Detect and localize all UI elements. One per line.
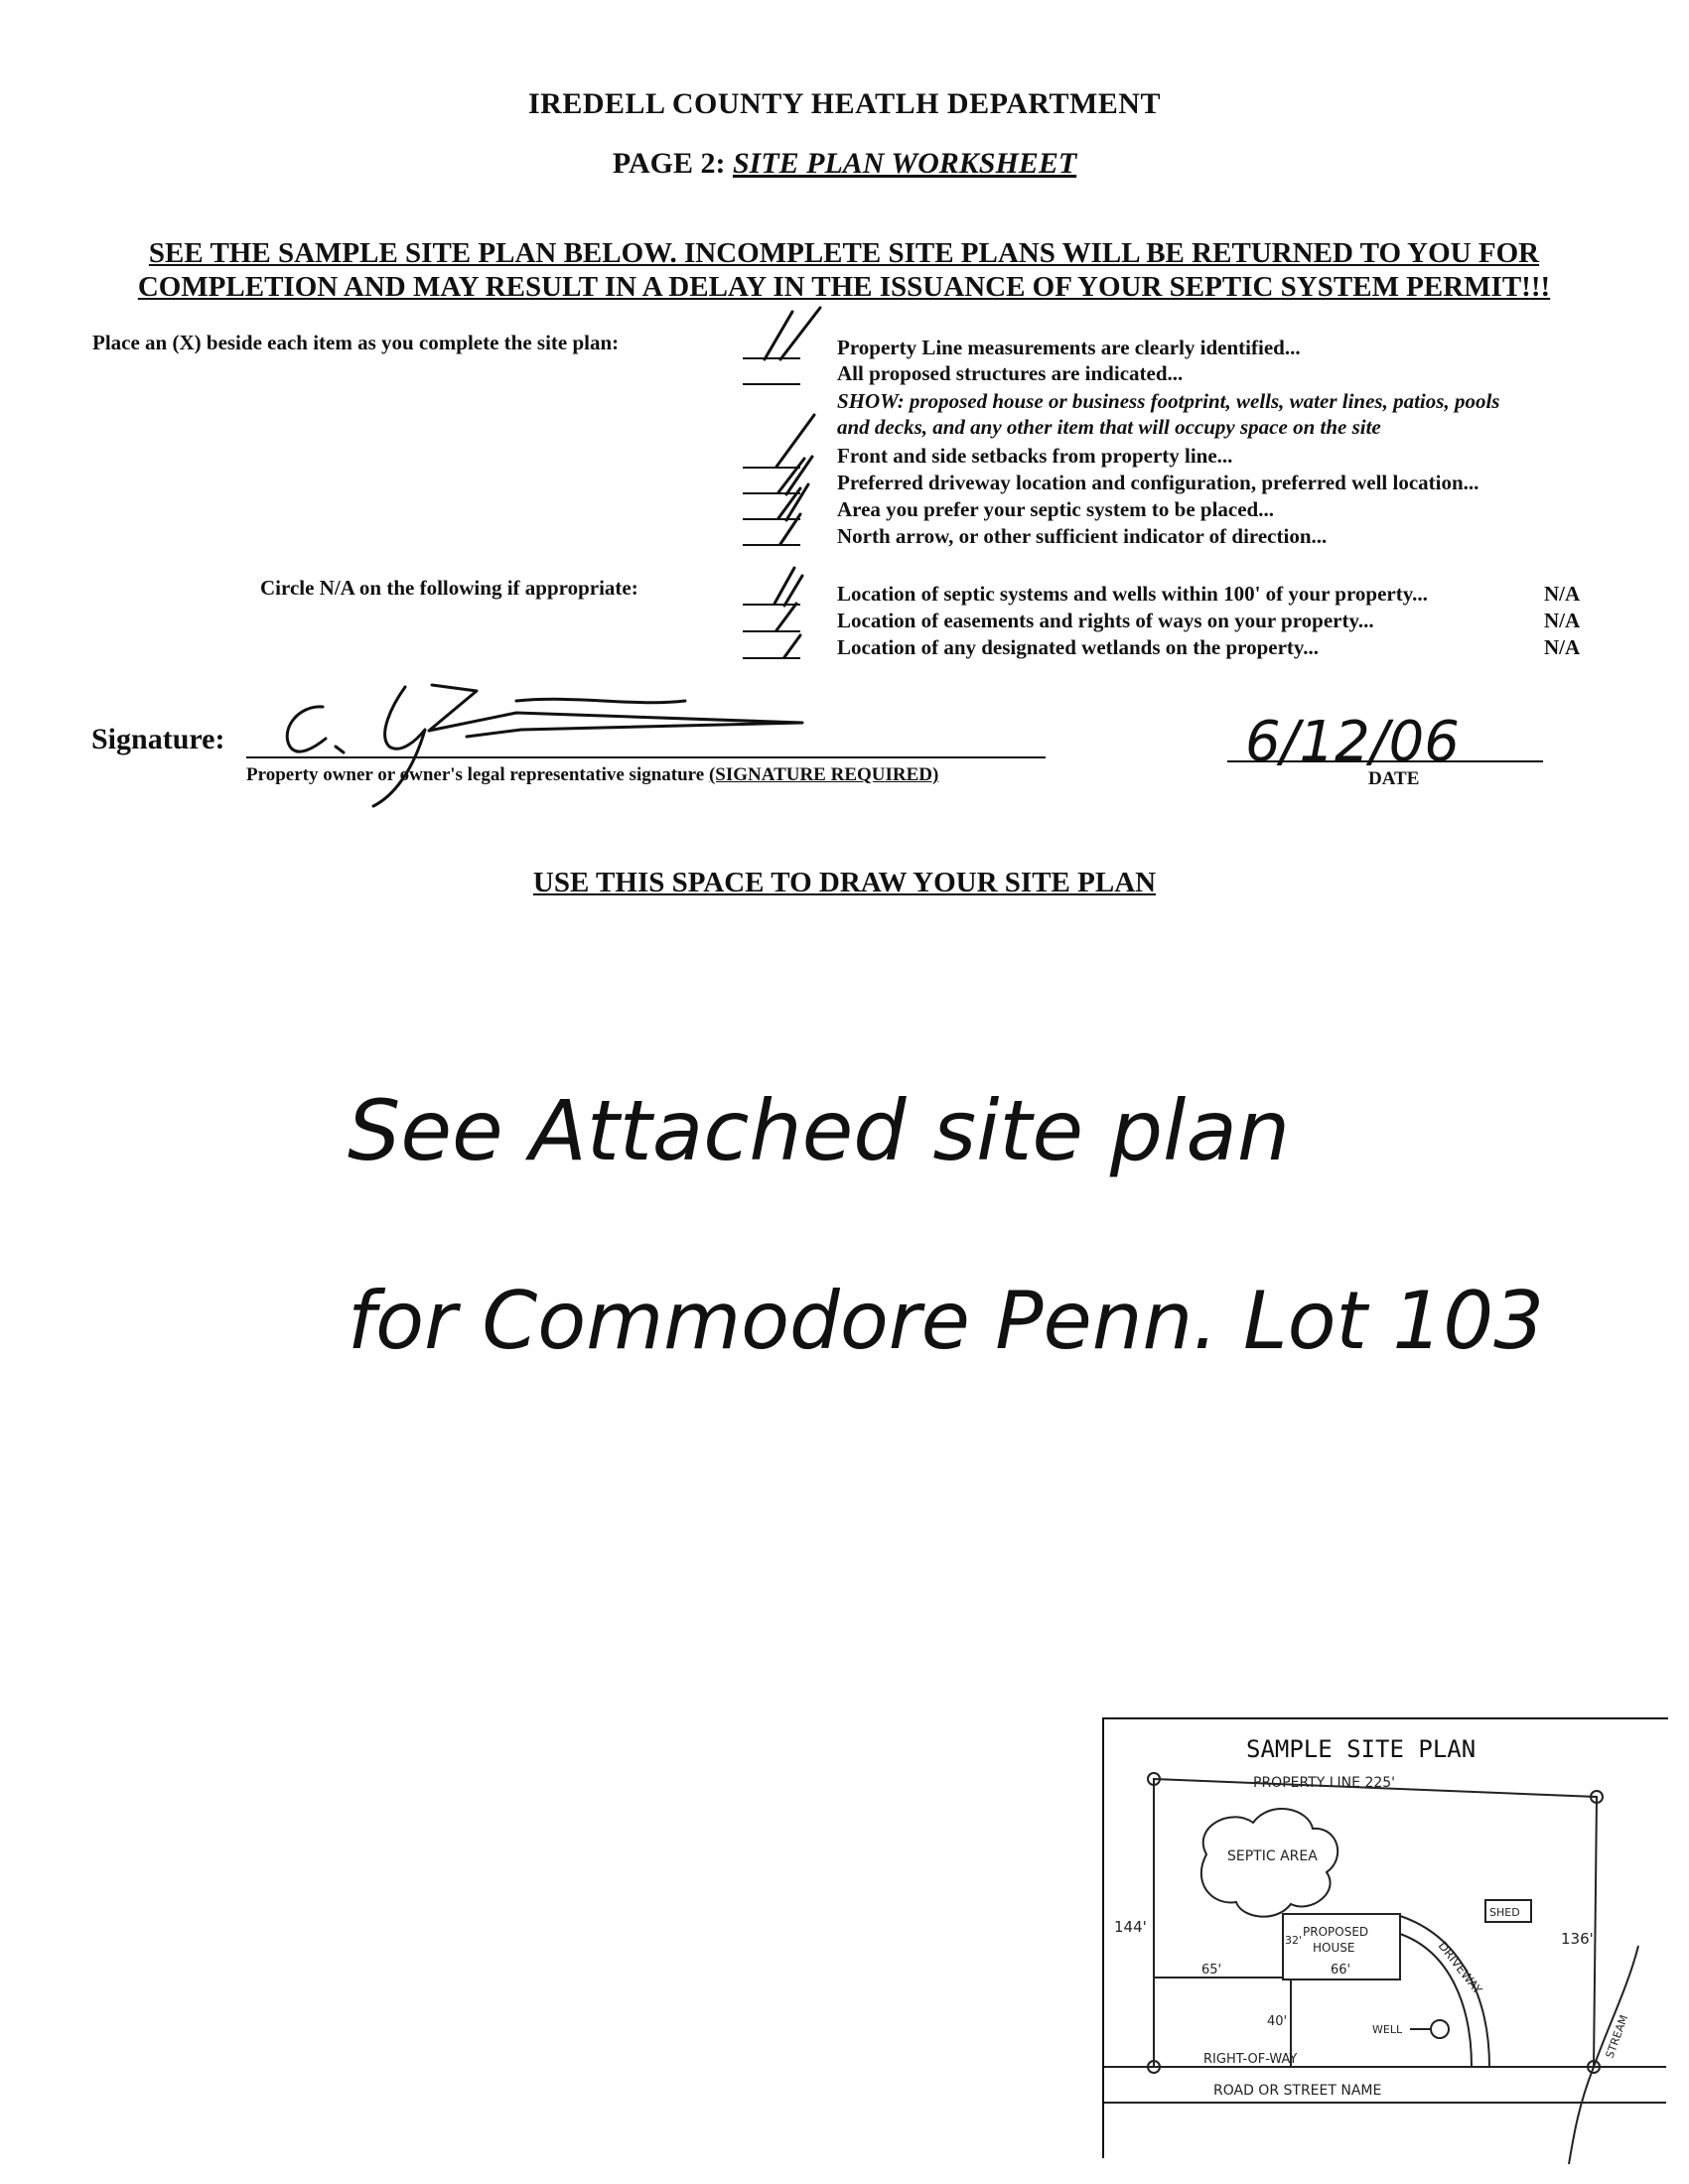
- setback-front-label: 40': [1267, 2014, 1288, 2029]
- na-instruction: Circle N/A on the following if appropriate:: [260, 576, 638, 600]
- draw-area-title: USE THIS SPACE TO DRAW YOUR SITE PLAN: [532, 867, 1157, 898]
- well-label: WELL: [1372, 2023, 1403, 2036]
- left-dimension: 144': [1114, 1918, 1147, 1936]
- checklist-item-3: SHOW: proposed house or business footprint, wells, water lines, patios, pools: [837, 389, 1500, 413]
- property-line-label: PROPERTY LINE 225': [1253, 1775, 1396, 1791]
- checklist-item-3b: and decks, and any other item that will occupy space on the site: [837, 415, 1381, 439]
- road-label: ROAD OR STREET NAME: [1213, 2083, 1382, 2099]
- checklist-item-5: Preferred driveway location and configuration, preferred well location...: [837, 471, 1479, 494]
- well-icon: [1431, 2020, 1449, 2038]
- right-of-way-label: RIGHT-OF-WAY: [1203, 2052, 1298, 2067]
- na-item-1: Location of septic systems and wells within 100' of your property...: [837, 582, 1428, 606]
- handwritten-note-line-1: See Attached site plan: [348, 1082, 1291, 1179]
- stream-label: STREAM: [1603, 2013, 1631, 2061]
- setback-side-label: 65': [1201, 1963, 1222, 1978]
- signature-label: Signature:: [91, 723, 225, 755]
- house-label-1: PROPOSED: [1303, 1925, 1369, 1939]
- checklist-instruction: Place an (X) beside each item as you complete the site plan:: [92, 331, 620, 354]
- driveway-label: DRIVEWAY: [1435, 1939, 1485, 1997]
- date-caption: DATE: [1368, 768, 1420, 789]
- house-label-2: HOUSE: [1313, 1941, 1355, 1955]
- warning-line-1: SEE THE SAMPLE SITE PLAN BELOW. INCOMPLETE SITE PLANS WILL BE RETURNED TO YOU FOR: [148, 237, 1540, 269]
- handwritten-date: 6/12/06: [1245, 710, 1460, 774]
- shed-label: SHED: [1489, 1906, 1520, 1919]
- right-dimension: 136': [1561, 1930, 1594, 1948]
- sample-plan-title: SAMPLE SITE PLAN: [1246, 1735, 1477, 1763]
- checklist-item-4: Front and side setbacks from property line...: [837, 444, 1233, 468]
- na-option-3[interactable]: N/A: [1544, 635, 1581, 659]
- checklist-item-2: All proposed structures are indicated...: [837, 361, 1184, 385]
- department-title: IREDELL COUNTY HEATLH DEPARTMENT: [528, 87, 1161, 120]
- na-item-2: Location of easements and rights of ways on your property...: [837, 609, 1374, 632]
- road-lines: [1104, 2067, 1666, 2103]
- signature-required: (SIGNATURE REQUIRED): [708, 764, 939, 785]
- na-item-3: Location of any designated wetlands on the property...: [837, 635, 1319, 659]
- septic-label: SEPTIC AREA: [1227, 1848, 1318, 1864]
- worksheet-title: SITE PLAN WORKSHEET: [732, 147, 1077, 180]
- handwritten-note-line-2: for Commodore Penn. Lot 103: [348, 1275, 1545, 1367]
- na-option-1[interactable]: N/A: [1544, 582, 1581, 606]
- signature-caption-text: Property owner or owner's legal representative signature: [246, 764, 705, 785]
- checklist-item-1: Property Line measurements are clearly identified...: [837, 336, 1301, 359]
- checklist-item-6: Area you prefer your septic system to be placed...: [837, 497, 1274, 521]
- warning-line-2: COMPLETION AND MAY RESULT IN A DELAY IN THE ISSUANCE OF YOUR SEPTIC SYSTEM PERMIT!!!: [137, 271, 1551, 303]
- house-depth: 32': [1285, 1934, 1303, 1947]
- house-width: 66': [1331, 1963, 1351, 1978]
- na-option-2[interactable]: N/A: [1544, 609, 1581, 632]
- checklist-item-7: North arrow, or other sufficient indicator of direction...: [837, 524, 1328, 548]
- page-label: PAGE 2:: [612, 147, 726, 180]
